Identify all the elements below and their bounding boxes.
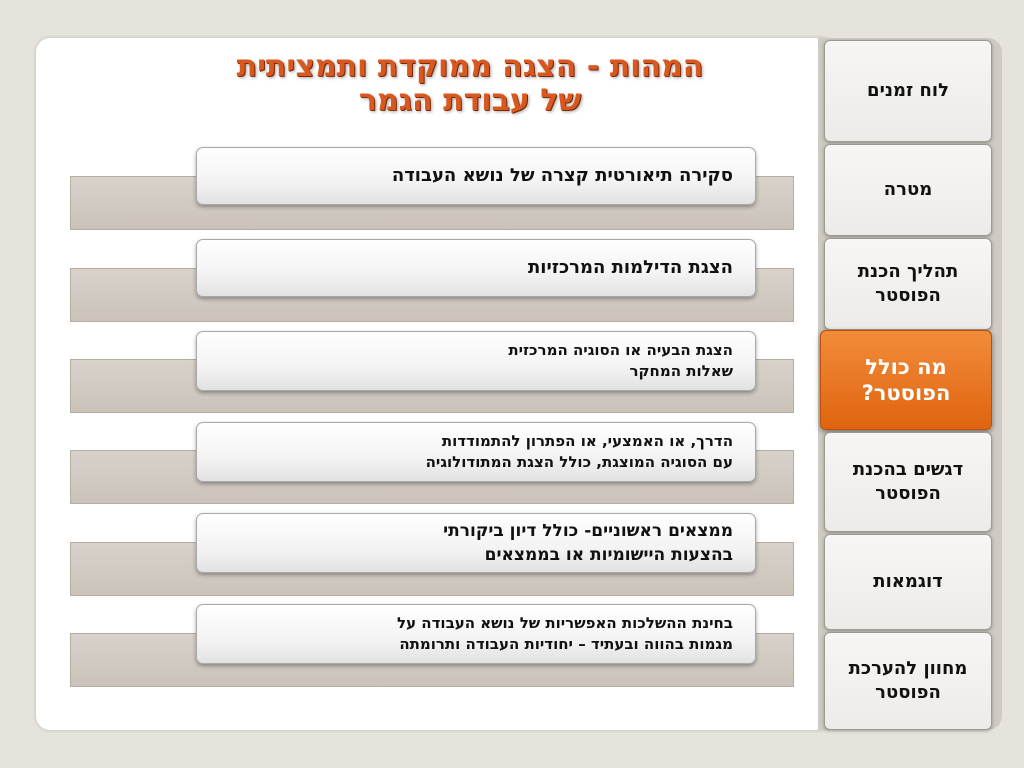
- nav-item-rubric-label: מחוון להערכת הפוסטר: [848, 658, 968, 703]
- content-box-5-line-1: ממצאים ראשוניים- כולל דיון ביקורתי: [443, 521, 733, 541]
- content-box-6: [196, 604, 756, 664]
- content-box-5-line-2: בהצעות היישומיות או בממצאים: [484, 545, 733, 565]
- nav-item-poster-contents[interactable]: [820, 330, 992, 430]
- slide-title-line-1: המהות - הצגה ממוקדת ותמציתית: [236, 49, 704, 84]
- content-box-4-line-1: הדרך, או האמצעי, או הפתרון להתמודדות: [441, 432, 733, 450]
- nav-item-examples-label: דוגמאות: [873, 571, 943, 592]
- nav-item-poster-contents-label: מה כולל הפוסטר?: [861, 355, 951, 405]
- content-box-4-line-2: עם הסוגיה המוצגת, כולל הצגת המתודולוגיה: [425, 453, 733, 471]
- nav-item-timeline[interactable]: [824, 40, 992, 142]
- nav-item-goal[interactable]: [824, 144, 992, 236]
- nav-item-examples[interactable]: [824, 534, 992, 630]
- nav-item-poster-process[interactable]: [824, 238, 992, 330]
- nav-item-rubric[interactable]: [824, 632, 992, 730]
- content-box-4: [196, 422, 756, 482]
- nav-item-poster-tips-label: דגשים בהכנת הפוסטר: [852, 459, 964, 504]
- nav-item-goal-label: מטרה: [883, 179, 933, 200]
- content-box-2-line-1: הצגת הדילמות המרכזיות: [527, 257, 733, 278]
- nav-item-timeline-label: לוח זמנים: [867, 80, 949, 101]
- content-box-6-line-2: מגמות בהווה ובעתיד – יחודיות העבודה ותרומתה: [399, 635, 733, 653]
- content-box-6-line-1: בחינת ההשלכות האפשריות של נושא העבודה על: [397, 614, 733, 632]
- content-box-2: [196, 239, 756, 297]
- slide-title: [140, 50, 800, 118]
- content-box-3-line-2: שאלות המחקר: [629, 362, 733, 380]
- content-box-5: [196, 513, 756, 573]
- content-box-3-line-1: הצגת הבעיה או הסוגיה המרכזית: [508, 341, 733, 359]
- content-box-3: [196, 331, 756, 391]
- content-box-1-line-1: סקירה תיאורטית קצרה של נושא העבודה: [391, 165, 733, 186]
- content-box-1: [196, 147, 756, 205]
- nav-item-poster-tips[interactable]: [824, 432, 992, 532]
- slide-title-line-2: של עבודת הגמר: [358, 83, 582, 118]
- nav-item-poster-process-label: תהליך הכנת הפוסטר: [857, 261, 959, 306]
